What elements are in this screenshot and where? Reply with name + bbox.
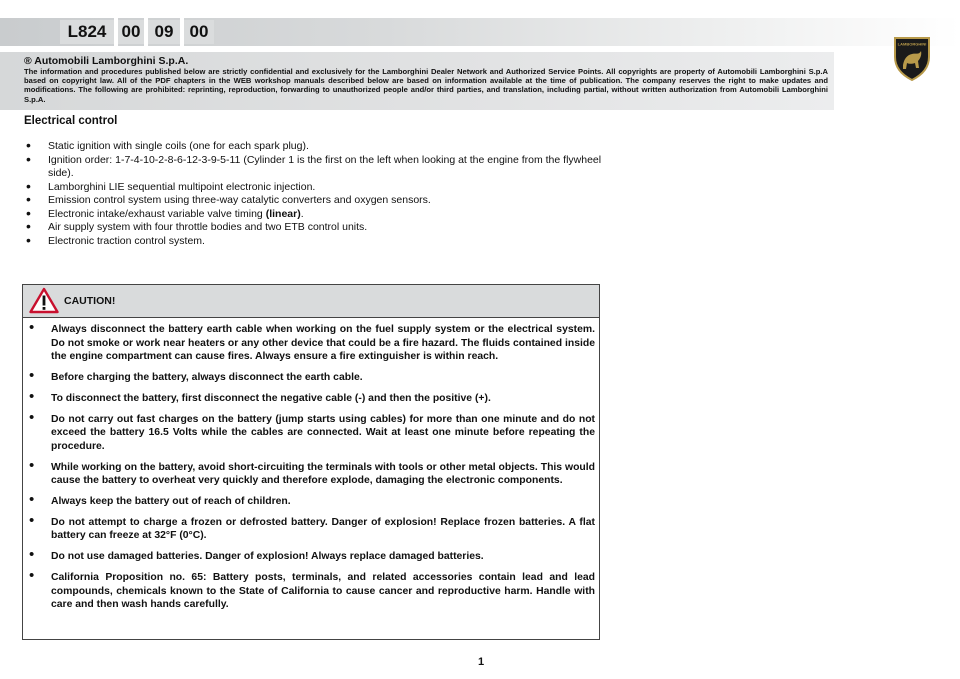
- list-item: • Always keep the battery out of reach of children.: [29, 491, 291, 509]
- copyright-notice: The information and procedures published below are strictly confidential and exclusively for the Lamborghini Dealer Network and Authorized Service Points. All copyrights are property of Automobili Lamborghini S.p.A based on copyright law. All of the PDF chapters in the WEB workshop manuals described below are based on information available at the time of publication. The company reserves the right to make updates and modifications. The following are prohibited: reprinting, reproduction, forwarding to unauthorized people and/or third parties, and translation, including partial, without written authorization from Automobili Lamborghini S.p.A.: [24, 67, 828, 104]
- electrical-control-list: [24, 137, 614, 248]
- group-code: 00: [118, 20, 144, 44]
- caution-header: [23, 285, 599, 318]
- section-title: Electrical control: [24, 115, 118, 127]
- list-item: • Electronic traction control system.: [26, 231, 205, 248]
- caution-label: CAUTION!: [64, 295, 116, 307]
- section-code: 00: [184, 20, 214, 44]
- lamborghini-shield-bull-icon: [892, 35, 932, 81]
- copyright-title: ® Automobili Lamborghini S.p.A.: [24, 55, 189, 67]
- list-item: • Do not carry out fast charges on the battery (jump starts using cables) for more than one minute and do not exceed the battery 16.5 Volts while the cables are connected. Wait at least one minute before repeating the procedure.: [29, 408, 595, 452]
- subgroup-code: 09: [148, 20, 180, 44]
- logo-text: LAMBORGHINI: [897, 41, 927, 47]
- list-item: • To disconnect the battery, first disconnect the negative cable (-) and then the positive (+).: [29, 387, 491, 405]
- list-item: • While working on the battery, avoid short-circuiting the terminals with tools or other metal objects. This would cause the battery to overheat very quickly and therefore explode, damaging the electronic components.: [29, 456, 595, 487]
- list-item: • Lamborghini LIE sequential multipoint electronic injection.: [26, 177, 316, 194]
- list-item: • Do not attempt to charge a frozen or defrosted battery. Danger of explosion! Replace frozen batteries. A flat battery can freeze at 32°F (0°C).: [29, 511, 595, 542]
- list-item: • Do not use damaged batteries. Danger of explosion! Always replace damaged batteries.: [29, 546, 484, 564]
- list-item: • Static ignition with single coils (one for each spark plug).: [26, 137, 309, 153]
- list-item: • Always disconnect the battery earth cable when working on the fuel supply system or the electrical system. Do not smoke or work near heaters or any other device that could be a fire hazard. The fluids contained inside the engine compartment can cause fires. Always ensure a fire extinguisher is within reach.: [29, 319, 595, 363]
- list-item: • Electronic intake/exhaust variable valve timing (linear).: [26, 204, 304, 221]
- caution-box: [22, 284, 600, 640]
- list-item: • Ignition order: 1-7-4-10-2-8-6-12-3-9-5-11 (Cylinder 1 is the first on the left when looking at the engine from the flywheel side).: [26, 150, 602, 179]
- page-number: 1: [478, 656, 485, 668]
- warning-triangle-icon: [29, 287, 59, 314]
- list-item: • Air supply system with four throttle bodies and two ETB control units.: [26, 218, 368, 234]
- list-item: • Before charging the battery, always disconnect the earth cable.: [29, 367, 363, 385]
- list-item: • Emission control system using three-way catalytic converters and oxygen sensors.: [26, 191, 431, 207]
- emphasis-text: (linear): [265, 207, 301, 220]
- list-item: • California Proposition no. 65: Battery posts, terminals, and related accessories contain lead and lead compounds, chemicals known to the State of California to cause cancer and reproductive harm. Handle with care and then wash hands carefully.: [29, 566, 595, 611]
- caution-list: [29, 319, 595, 619]
- manual-code: L824: [60, 20, 114, 44]
